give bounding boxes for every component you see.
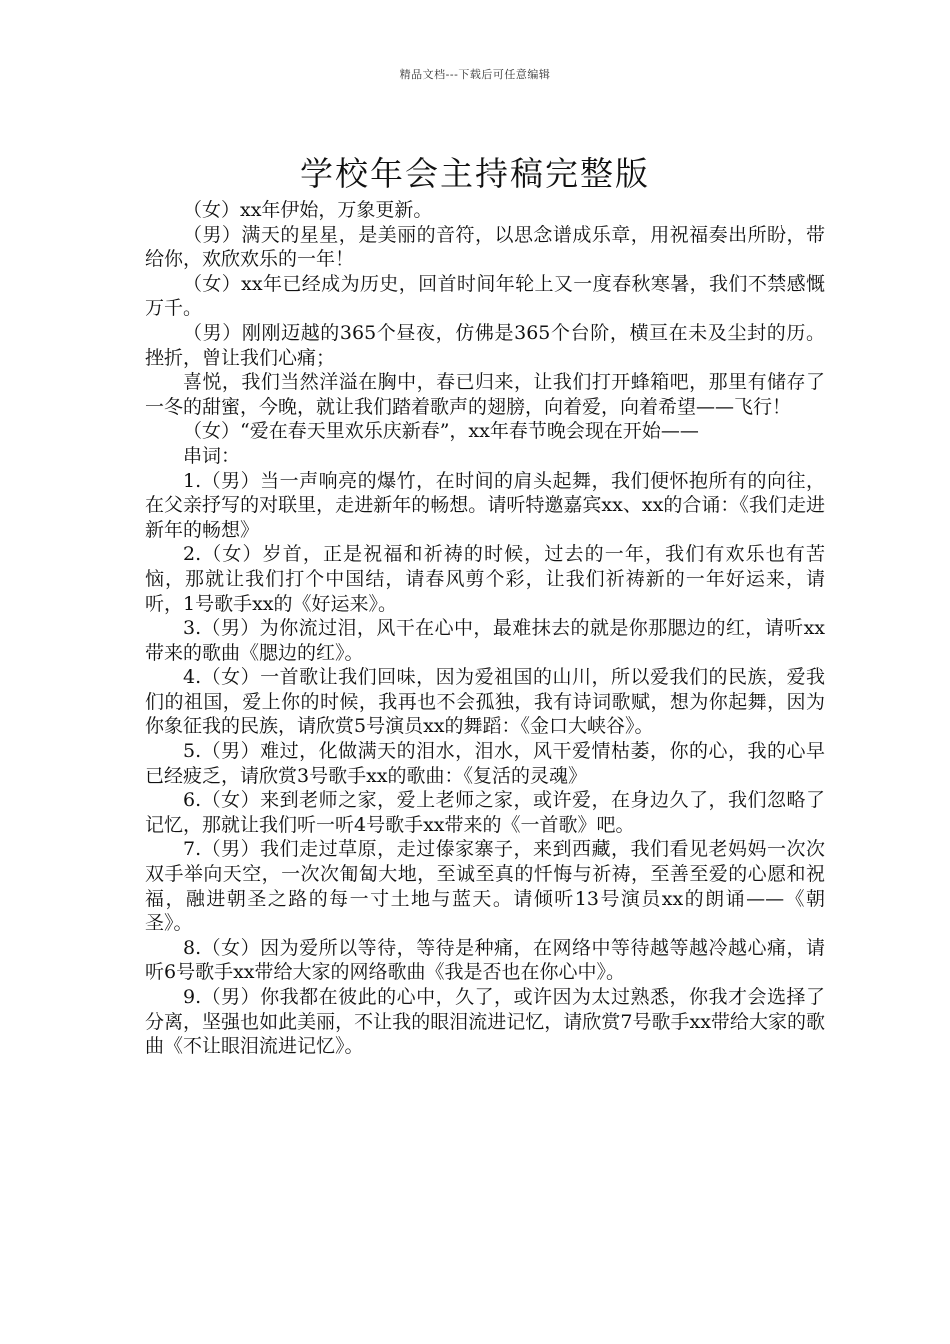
paragraph: （男）刚刚迈越的365个昼夜，仿佛是365个台阶，横亘在未及尘封的历。挫折，曾让我们心痛； (145, 321, 825, 369)
paragraph: （女）xx年已经成为历史，回首时间年轮上又一度春秋寒暑，我们不禁感慨万千。 (145, 272, 825, 320)
paragraph: 喜悦，我们当然洋溢在胸中，春已归来，让我们打开蜂箱吧，那里有储存了一冬的甜蜜，今晚，就让我们踏着歌声的翅膀，向着爱，向着希望——飞行！ (145, 371, 825, 418)
paragraph: 6.（女）来到老师之家，爱上老师之家，或许爱，在身边久了，我们忽略了记忆，那就让我们听一听4号歌手xx带来的《一首歌》吧。 (145, 789, 825, 836)
paragraph: 9.（男）你我都在彼此的心中，久了，或许因为太过熟悉，你我才会选择了分离，坚强也如此美丽，不让我的眼泪流进记忆，请欣赏7号歌手xx带给大家的歌曲《不让眼泪流进记忆》。 (145, 986, 825, 1058)
document-title: 学校年会主持稿完整版 (300, 154, 650, 194)
paragraph: 7.（男）我们走过草原，走过傣家寨子，来到西藏，我们看见老妈妈一次次双手举向天空，一次次匍匐大地，至诚至真的忏悔与祈祷，至善至爱的心愿和祝福，融进朝圣之路的每一寸土地与蓝天。请倾听13号演员xx的朗诵——《朝圣》。 (145, 838, 825, 935)
paragraph: 串词： (183, 444, 241, 467)
paragraph: 2.（女）岁首，正是祝福和祈祷的时候，过去的一年，我们有欢乐也有苦恼，那就让我们打个中国结，请春风剪个彩，让我们祈祷新的一年好运来，请听，1号歌手xx的《好运来》。 (145, 543, 825, 615)
paragraph: 4.（女）一首歌让我们回味，因为爱祖国的山川，所以爱我们的民族，爱我们的祖国，爱上你的时候，我再也不会孤独，我有诗词歌赋，想为你起舞，因为你象征我的民族，请欣赏5号演员xx的舞蹈：《金口大峡谷》。 (145, 666, 825, 738)
paragraph: （男）满天的星星，是美丽的音符，以思念谱成乐章，用祝福奏出所盼，带给你，欢欣欢乐的一年！ (145, 223, 825, 271)
document-body (145, 198, 825, 1059)
paragraph: 8.（女）因为爱所以等待，等待是种痛，在网络中等待越等越冷越心痛，请听6号歌手xx带给大家的网络歌曲《我是否也在你心中》。 (145, 936, 825, 984)
paragraph: 3.（男）为你流过泪，风干在心中，最难抹去的就是你那腮边的红，请听xx带来的歌曲《腮边的红》。 (145, 617, 825, 664)
paragraph: （女）“爱在春天里欢乐庆新春”，xx年春节晚会现在开始—— (183, 420, 699, 443)
paragraph: 5.（男）难过，化做满天的泪水，泪水，风干爱情枯萎，你的心，我的心早已经疲乏，请欣赏3号歌手xx的歌曲：《复活的灵魂》 (145, 740, 825, 787)
paragraph: 1.（男）当一声响亮的爆竹，在时间的肩头起舞，我们便怀抱所有的向往，在父亲抒写的对联里，走进新年的畅想。请听特邀嘉宾xx、xx的合诵：《我们走进新年的畅想》 (145, 469, 825, 541)
header-note: 精品文档---下载后可任意编辑 (399, 68, 551, 81)
paragraph: （女）xx年伊始，万象更新。 (183, 199, 433, 221)
